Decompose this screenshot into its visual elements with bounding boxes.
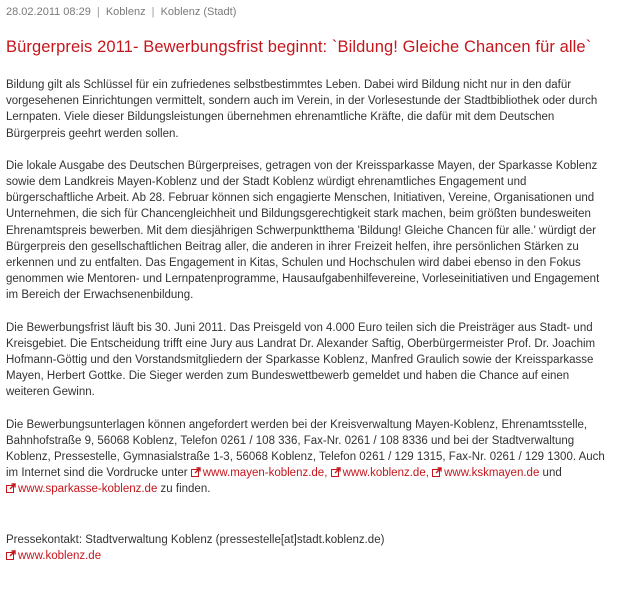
paragraph-deadline: Die Bewerbungsfrist läuft bis 30. Juni 2011. Das Preisgeld von 4.000 Euro teilen sich die Preisträger aus Stadt- und Kreisgebiet. Die Entscheidung trifft eine Jury aus Landrat Dr. Alexander Saftig, Oberbürgermeister Prof. Dr. Joachim Hofmann-Göttig und den Vorstandsmitgliedern der Sparkasse Koblenz, Manfred Graulich sowie der Kreissparkasse Mayen, Herbert Gottke. Die Sieger werden zum Bundeswettbewerb gemeldet und haben die Chance auf einen weiteren Gewinn.	[6, 321, 596, 399]
link-label: www.kskmayen.de	[444, 467, 540, 480]
external-link-icon	[432, 467, 442, 477]
meta-location-city: Koblenz (Stadt)	[160, 6, 237, 18]
paragraph-intro: Bildung gilt als Schlüssel für ein zufriedenes selbstbestimmtes Leben. Dabei wird Bildung nicht nur in den dafür vorgesehenen Einrichtungen vermittelt, sondern auch im Verein, in der Vorlesestunde der Stadtbibliothek oder durch Lernpaten. Viele dieser Bildungsleistungen übernehmen ehrenamtliche Kräfte, die dafür mit dem Deutschen Bürgerpreis geehrt werden sollen.	[6, 79, 598, 140]
link-kskmayen[interactable]	[432, 467, 539, 479]
link-label: www.koblenz.de	[18, 549, 102, 562]
application-text: Die Bewerbungsunterlagen können angefordert werden bei der Kreisverwaltung Mayen-Koblenz, Ehrenamtsstelle, Bahnhofstraße 9, 56068 Koblenz, Telefon 0261 / 108 336, Fax-Nr. 0261 / 108 8336 und bei der Stadtverwaltung Koblenz, Pressestelle, Gymnasialstraße 1-3, 56068 Koblenz, Telefon 0261 / 129 1315, Fax-Nr. 0261 / 129 1300. Auch im Internet sind die Vordrucke unter	[6, 418, 605, 480]
link-mayen-koblenz[interactable]	[191, 467, 328, 479]
link-label: www.koblenz.de,	[342, 467, 429, 480]
article-title: Bürgerpreis 2011- Bewerbungsfrist beginnt: `Bildung! Gleiche Chancen für alle`	[6, 38, 592, 56]
link-label: www.mayen-koblenz.de,	[202, 467, 328, 480]
external-link-icon	[6, 483, 16, 493]
article-meta	[6, 4, 612, 20]
article	[6, 4, 612, 564]
external-link-icon	[191, 467, 201, 477]
link-koblenz-contact[interactable]	[6, 550, 101, 562]
paragraph-press-contact	[6, 532, 612, 564]
paragraph-description: Die lokale Ausgabe des Deutschen Bürgerpreises, getragen von der Kreissparkasse Mayen, der Sparkasse Koblenz sowie dem Landkreis Mayen-Koblenz und der Stadt Koblenz würdigt ehrenamtliches Engagement und bürgerschaftliche Arbeit. Ab 28. Februar können sich engagierte Menschen, Initiativen, Vereine, Organisationen und Unternehmen, die sich für Chancengleichheit und Bildungsgerechtigkeit stark machen, beim größten bundesweiten Ehrenamtspreis bewerben. Mit dem diesjährigen Schwerpunktthema 'Bildung! Gleiche Chancen für alle.' würdigt der Bürgerpreis den gesellschaftlichen Beitrag aller, die anderen in ihrer Freizeit helfen, ihre persönlichen Stärken zu erkennen und zu entfalten. Das Engagement in Kitas, Schulen und Hochschulen wird dabei ebenso in den Fokus genommen wie Mentoren- und Lernpatenprogramme, Hausaufgabenhilfevereine, Vorleseinitiativen und Engagement im Bereich der Erwachsenenbildung.	[6, 159, 600, 302]
application-end: zu finden.	[160, 483, 211, 496]
meta-separator: |	[151, 6, 155, 18]
link-label: www.sparkasse-koblenz.de	[18, 483, 158, 496]
external-link-icon	[331, 467, 341, 477]
press-contact-text: Pressekontakt: Stadtverwaltung Koblenz (pressestelle[at]stadt.koblenz.de)	[6, 533, 385, 546]
link-sparkasse-koblenz[interactable]	[6, 483, 157, 495]
paragraph-application	[6, 417, 612, 498]
meta-separator: |	[96, 6, 100, 18]
link-koblenz[interactable]	[331, 467, 429, 479]
application-and: und	[542, 467, 562, 480]
meta-location-region: Koblenz	[105, 6, 146, 18]
article-date: 28.02.2011 08:29	[6, 6, 91, 18]
external-link-icon	[6, 550, 16, 560]
